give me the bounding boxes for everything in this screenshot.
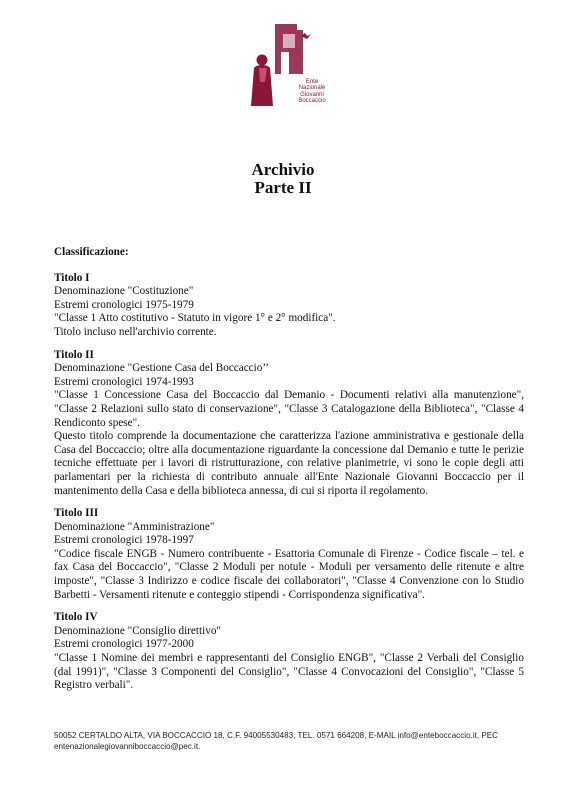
titolo-denominazione: Denominazione "Amministrazione"	[54, 520, 215, 533]
titolo-note: Questo titolo comprende la documentazione che caratterizza l'azione amministrativa e gestionale della Casa del Boccaccio; oltre alla documentazione riguardante la concessione dal Demanio e tutte le perizie tecniche effettuate per i lavori di ristrutturazione, con relative planimetrie, vi sono le copie degli atti parlamentari per la richiesta di contributo annuale all'Ente Nazionale Giovanni Boccaccio per il mantenimento della Casa e della biblioteca annessa, di cui si riporta il regolamento.	[54, 430, 524, 497]
logo-line: Boccaccio	[298, 98, 326, 105]
titolo-note: Titolo incluso nell'archivio corrente.	[54, 325, 217, 338]
titolo-classi: "Classe 1 Atto costitutivo - Statuto in vigore 1° e 2° modifica".	[54, 312, 336, 325]
titolo-heading: Titolo II	[54, 348, 94, 361]
titolo-classi: "Classe 1 Concessione Casa del Boccaccio dal Demanio - Documenti relativi alla manutenzione", "Classe 2 Relazioni sullo stato di conservazione", "Classe 3 Catalogazione della Biblioteca", "Classe 4 Rendiconto spese".	[54, 389, 524, 429]
titolo-estremi: Estremi cronologici 1975-1979	[54, 298, 194, 311]
titolo-section	[54, 272, 524, 340]
titolo-heading: Titolo III	[54, 507, 99, 520]
page-footer	[54, 730, 524, 752]
titolo-heading: Titolo I	[54, 271, 90, 284]
footer-address: 50052 CERTALDO ALTA, VIA BOCCACCIO 18, C.F. 94005530483, TEL. 0571 664208, E-MAIL info@enteboccaccio.it, PEC	[54, 731, 499, 740]
logo-line: Ente	[305, 79, 319, 85]
page-subtitle: Parte II	[254, 178, 312, 197]
footer-pec: entenazionalegiovanniboccaccio@pec.it.	[54, 742, 201, 751]
document-body	[54, 246, 524, 702]
titolo-section	[54, 349, 524, 499]
titolo-estremi: Estremi cronologici 1974-1993	[54, 375, 194, 388]
page-title: Archivio	[251, 160, 315, 179]
titolo-classi: "Codice fiscale ENGB - Numero contribuente - Esattoria Comunale di Firenze - Codice fiscale – tel. e fax Casa del Boccaccio", "Classe 2 Moduli per notule - Moduli per versamento delle ritenute e altre imposte", "Classe 3 Indirizzo e codice fiscale dei collaboratori", "Classe 4 Convenzione con lo Studio Barbetti - Versamenti ritenute e conteggio stipendi - Corrispondenza significativa".	[54, 547, 524, 601]
ente-logo	[245, 22, 326, 114]
titolo-denominazione: Denominazione "Gestione Casa del Boccaccio’’	[54, 362, 269, 375]
titolo-estremi: Estremi cronologici 1977-2000	[54, 638, 194, 651]
titolo-classi: "Classe 1 Nomine dei membri e rappresentanti del Consiglio ENGB", "Classe 2 Verbali del Consiglio (dal 1991)", "Classe 3 Componenti del Consiglio", "Classe 4 Convocazioni del Consiglio", "Classe 5 Registro verbali".	[54, 652, 524, 692]
logo-wordmark	[292, 79, 332, 105]
titolo-section	[54, 507, 524, 602]
titolo-denominazione: Denominazione "Costituzione"	[54, 285, 194, 298]
titolo-estremi: Estremi cronologici 1978-1997	[54, 534, 194, 547]
titolo-heading: Titolo IV	[54, 611, 98, 624]
classificazione-label: Classificazione:	[54, 246, 129, 258]
titolo-denominazione: Denominazione "Consiglio direttivo"	[54, 624, 221, 637]
titolo-section	[54, 611, 524, 693]
logo-line: Giovanni	[300, 91, 324, 98]
logo-line: Nazionale	[298, 85, 326, 92]
